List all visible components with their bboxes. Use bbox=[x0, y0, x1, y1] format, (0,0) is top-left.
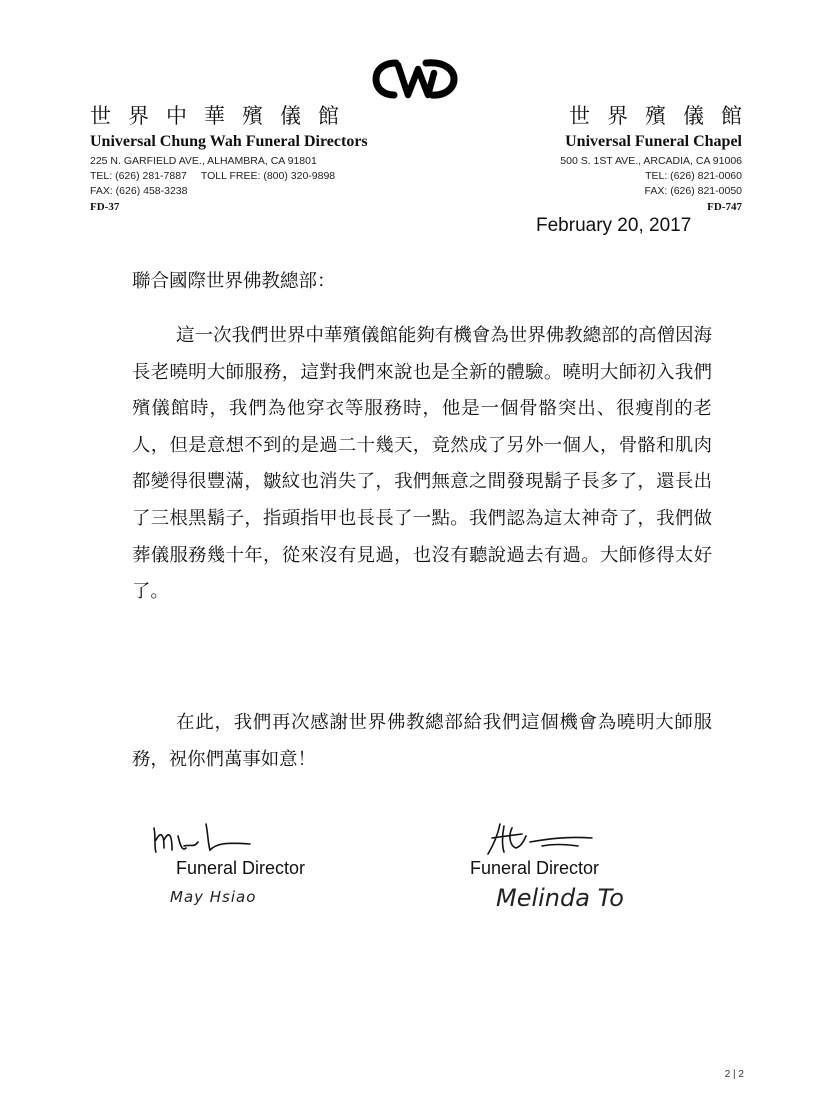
company-address: 225 N. GARFIELD AVE., ALHAMBRA, CA 91801 bbox=[90, 155, 317, 167]
license-number: FD-37 bbox=[90, 201, 120, 213]
telephone: TEL: (626) 821-0060 bbox=[645, 170, 742, 182]
signature-title: Funeral Director bbox=[176, 858, 306, 878]
fax: FAX: (626) 821-0050 bbox=[644, 185, 742, 197]
body-paragraph: 這一次我們世界中華殯儀館能夠有機會為世界佛教總部的高僧因海長老曉明大師服務，這對我們來說也是全新的體驗。曉明大師初入我們殯儀館時，我們為他穿衣等服務時，他是一個骨骼突出、很瘦削的老人，但是意想不到的是過二十幾天，竟然成了另外一個人，骨骼和肌肉都變得很豐滿，皺紋也消失了，我們無意之間發現鬍子長多了，還長出了三根黑鬍子，指頭指甲也長長了一點。我們認為這太神奇了，我們做葬儀服務幾十年，從來沒有見過，也沒有聽說過去有過。大師修得太好了。 bbox=[132, 325, 712, 603]
signature-name: May Hsiao bbox=[170, 888, 257, 906]
chinese-company-name: 世界中華殯儀館 bbox=[90, 104, 356, 128]
signature-name: Melinda To bbox=[496, 884, 624, 912]
license-number: FD-747 bbox=[707, 201, 742, 213]
company-logo bbox=[372, 55, 458, 103]
signature-title: Funeral Director bbox=[470, 858, 600, 878]
chinese-company-name: 世界殯儀館 bbox=[569, 104, 759, 128]
letterhead-left bbox=[90, 106, 368, 213]
signature-image bbox=[150, 818, 260, 858]
body-paragraph: 在此，我們再次感謝世界佛教總部給我們這個機會為曉明大師服務，祝你們萬事如意！ bbox=[132, 712, 712, 770]
page-number: 2 | 2 bbox=[724, 1069, 744, 1080]
toll-free: TOLL FREE: (800) 320-9898 bbox=[200, 170, 336, 182]
phone-line bbox=[90, 169, 368, 184]
telephone: TEL: (626) 281-7887 bbox=[90, 170, 187, 182]
company-address: 500 S. 1ST AVE., ARCADIA, CA 91006 bbox=[560, 155, 742, 167]
letter-date: February 20, 2017 bbox=[536, 215, 692, 236]
salutation: 聯合國際世界佛教總部： bbox=[132, 271, 336, 292]
letterhead-right bbox=[560, 104, 759, 213]
english-company-name: Universal Chung Wah Funeral Directors bbox=[90, 133, 368, 150]
signature-image bbox=[482, 816, 602, 860]
fax: FAX: (626) 458-3238 bbox=[90, 185, 188, 197]
english-company-name: Universal Funeral Chapel bbox=[565, 133, 742, 150]
